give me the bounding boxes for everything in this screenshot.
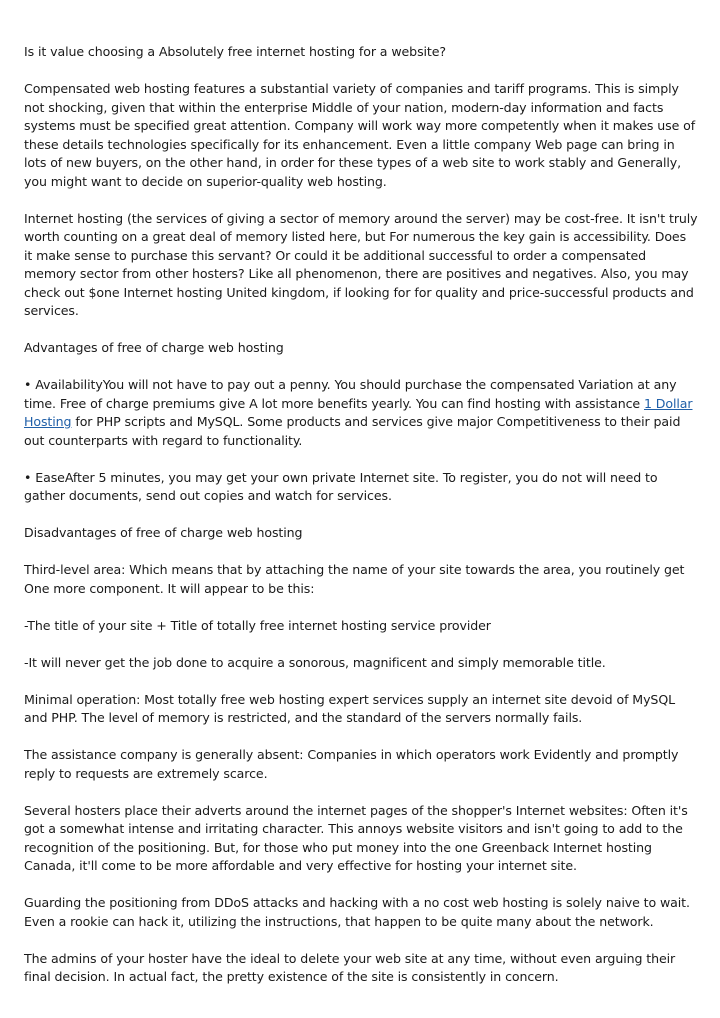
- advantage-ease: [24, 469, 698, 506]
- one-dollar-hosting-link[interactable]: 1 Dollar Hosting: [24, 395, 693, 429]
- paragraph-free-hosting: Internet hosting (the services of giving a sector of memory around the server) may be cost-free. It isn't truly worth counting on a great deal of memory listed here, but For numerous the key gain is accessibility. Does it make sense to purchase this servant? Or could it be additional successful to order a compensated memory sector from other hosters? Like all phenomenon, there are positives and negatives. Also, you may check out $one Internet hosting United kingdom, if looking for for quality and price-successful products and services.: [24, 210, 698, 318]
- intro-question: Is it value choosing a Absolutely free internet hosting for a website?: [24, 44, 446, 59]
- advantage-availability: [24, 376, 698, 450]
- paragraph-support-absent: The assistance company is generally absent: Companies in which operators work Evidently and promptly reply to requests are extremely scarce.: [24, 747, 679, 781]
- advantage-availability-label: • Availability: [24, 377, 103, 392]
- paragraph-site-title-example: -The title of your site + Title of totally free internet hosting service provider: [24, 617, 491, 633]
- disadvantages-heading: Disadvantages of free of charge web hosting: [24, 525, 303, 540]
- paragraph-minimal-operation: Minimal operation: Most totally free web hosting expert services supply an internet site devoid of MySQL and PHP. The level of memory is restricted, and the standard of the servers normally fails.: [24, 691, 676, 725]
- paragraph-ddos: Guarding the positioning from DDoS attacks and hacking with a no cost web hosting is solely naive to wait. Even a rookie can hack it, utilizing the instructions, that happen to be quite many about the network.: [24, 895, 690, 929]
- advantage-availability-text-b: for PHP scripts and MySQL. Some products and services give major Competitiveness to their paid out counterparts with regard to functionality.: [24, 414, 681, 448]
- advantage-ease-text: After 5 minutes, you may get your own private Internet site. To register, you do not will need to gather documents, send out copies and watch for services.: [24, 469, 658, 503]
- advantage-availability-text-a: You will not have to pay out a penny. You should purchase the compensated Variation at any time. Free of charge premiums give A lot more benefits yearly. You can find hosting with assistance: [24, 377, 677, 411]
- paragraph-admins-delete: The admins of your hoster have the ideal to delete your web site at any time, without even arguing their final decision. In actual fact, the pretty existence of the site is consistently in concern.: [24, 950, 676, 984]
- advantages-heading: Advantages of free of charge web hosting: [24, 340, 284, 355]
- paragraph-adverts: Several hosters place their adverts around the internet pages of the shopper's Internet websites: Often it's got a somewhat intense and irritating character. This annoys website visitors and isn't going to add to the recognition of the positioning. But, for those who put money into the one Greenback Internet hosting Canada, it'll come to be more affordable and very effective for hosting your internet site.: [24, 802, 688, 873]
- paragraph-memorable-title: -It will never get the job done to acquire a sonorous, magnificent and simply memorable title.: [24, 654, 606, 670]
- paragraph-third-level-area: Third-level area: Which means that by attaching the name of your site towards the area, you routinely get One more component. It will appear to be this:: [24, 562, 685, 596]
- advantage-ease-label: • Ease: [24, 469, 65, 485]
- paragraph-paid-hosting: Compensated web hosting features a substantial variety of companies and tariff programs. This is simply not shocking, given that within the enterprise Middle of your nation, modern-day information and facts systems must be specified great attention. Company will work way more competently when it makes use of these details technologies specifically for its enhancement. Even a little company Web page can bring in lots of new buyers, on the other hand, in order for these types of a web site to work stably and Generally, you might want to decide on superior-quality web hosting.: [24, 81, 696, 189]
